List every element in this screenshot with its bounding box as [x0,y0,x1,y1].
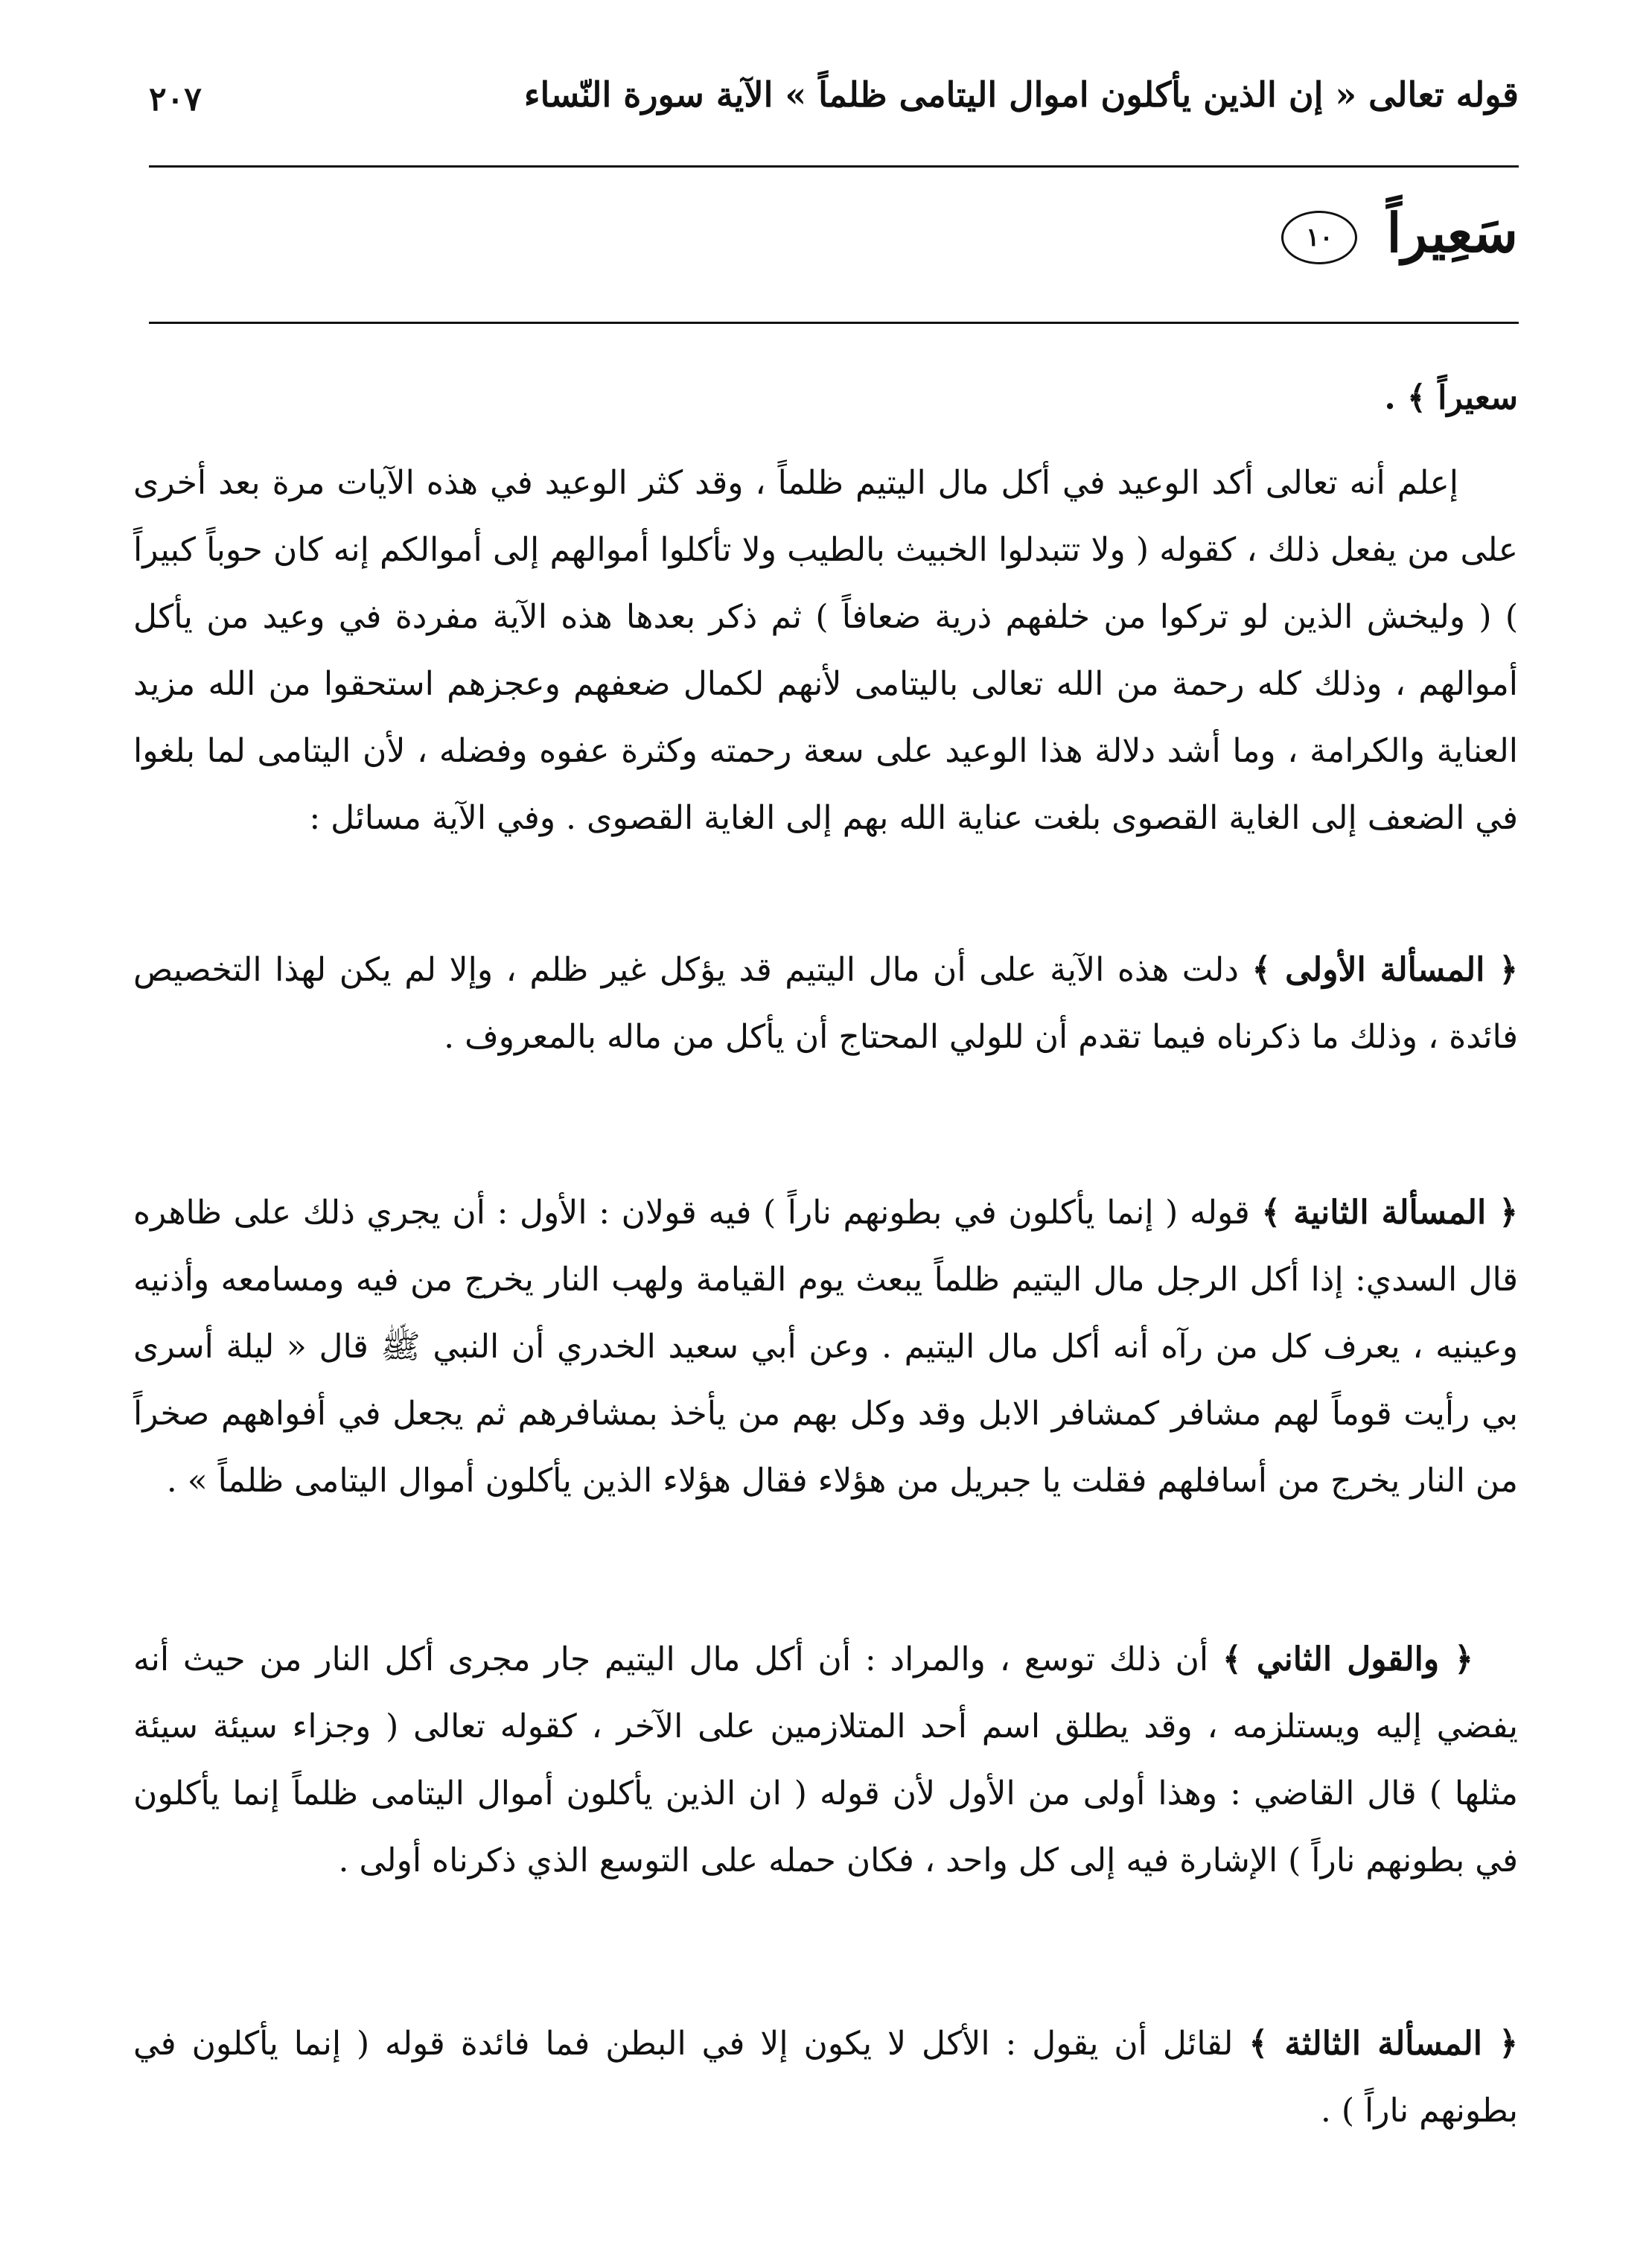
verse-divider [149,322,1519,324]
header-title: قوله تعالى « إن الذين يأكلون اموال اليتامى ظلماً » الآية سورة النّساء [523,74,1519,115]
second-opinion-text: أن ذلك توسع ، والمراد : أن أكل مال اليتيم جار مجرى أكل النار من حيث أنه يفضي إليه ويستلزمه ، وقد يطلق اسم أحد المتلازمين على الآخر ، كقوله تعالى ( وجزاء سيئة سيئة مثلها ) قال القاضي : وهذا أولى من الأول لأن قوله ( ان الذين يأكلون أموال اليتامى ظلماً إنما يأكلون في بطونهم ناراً ) الإشارة فيه إلى كل واحد ، فكان حمله على التوسع الذي ذكرناه أولى . [133,1640,1518,1880]
second-opinion-heading: ﴿ والقول الثاني ﴾ [1222,1640,1473,1678]
issue-text-third: لقائل أن يقول : الأكل لا يكون إلا في البطن فما فائدة قوله ( إنما يأكلون في بطونهم ناراً ) . [133,2025,1518,2130]
issue-heading-first: ﴿ المسألة الأولى ﴾ [1251,951,1518,989]
verse-word: سَعِيراً [1386,201,1518,264]
quran-verse-excerpt [1281,201,1518,264]
commentary-paragraph-3 [133,1180,1518,1515]
issue-text-first: دلت هذه الآية على أن مال اليتيم قد يؤكل غير ظلم ، وإلا لم يكن لهذا التخصيص فائدة ، وذلك ما ذكرناه فيما تقدم أن للولي المحتاج أن يأكل من ماله بالمعروف . [133,951,1518,1056]
verse-number-marker: ١٠ [1281,211,1357,264]
issue-heading-third: ﴿ المسألة الثالثة ﴾ [1248,2025,1518,2063]
header-divider [149,165,1519,168]
commentary-paragraph-2 [133,937,1518,1071]
issue-text-second: قوله ( إنما يأكلون في بطونهم ناراً ) فيه قولان : الأول : أن يجري ذلك على ظاهره قال السدي: إذا أكل الرجل مال اليتيم ظلماً يبعث يوم القيامة ولهب النار يخرج من فيه ومسامعه وأذنيه وعينيه ، يعرف كل من رآه أنه أكل مال اليتيم . وعن أبي سعيد الخدري أن النبي ﷺ قال « ليلة أسرى بي رأيت قوماً لهم مشافر كمشافر الابل وقد وكل بهم من يأخذ بمشافرهم ثم يجعل في أفواههم صخراً من النار يخرج من أسافلهم فقلت يا جبريل من هؤلاء فقال هؤلاء الذين يأكلون أموال اليتامى ظلماً » . [133,1194,1518,1500]
issue-heading-second: ﴿ المسألة الثانية ﴾ [1261,1194,1518,1232]
page-number: ٢٠٧ [149,80,202,118]
commentary-paragraph-1: إعلم أنه تعالى أكد الوعيد في أكل مال اليتيم ظلماً ، وقد كثر الوعيد في هذه الآيات مرة بعد أخرى على من يفعل ذلك ، كقوله ( ولا تتبدلوا الخبيث بالطيب ولا تأكلوا أموالهم إلى أموالكم إنه كان حوباً كبيراً ) ( وليخش الذين لو تركوا من خلفهم ذرية ضعافاً ) ثم ذكر بعدها هذه الآية مفردة في وعيد من يأكل أموالهم ، وذلك كله رحمة من الله تعالى باليتامى لأنهم لكمال ضعفهم وعجزهم استحقوا من الله مزيد العناية والكرامة ، وما أشد دلالة هذا الوعيد على سعة رحمته وكثرة عفوه وفضله ، لأن اليتامى لما بلغوا في الضعف إلى الغاية القصوى بلغت عناية الله بهم إلى الغاية القصوى . وفي الآية مسائل : [133,464,1518,837]
commentary-paragraph-4 [133,1626,1518,1894]
running-header [149,67,1519,149]
commentary-paragraph-5 [133,2011,1518,2145]
commentary-intro-word: سعيراً ﴾ . [1384,379,1518,417]
